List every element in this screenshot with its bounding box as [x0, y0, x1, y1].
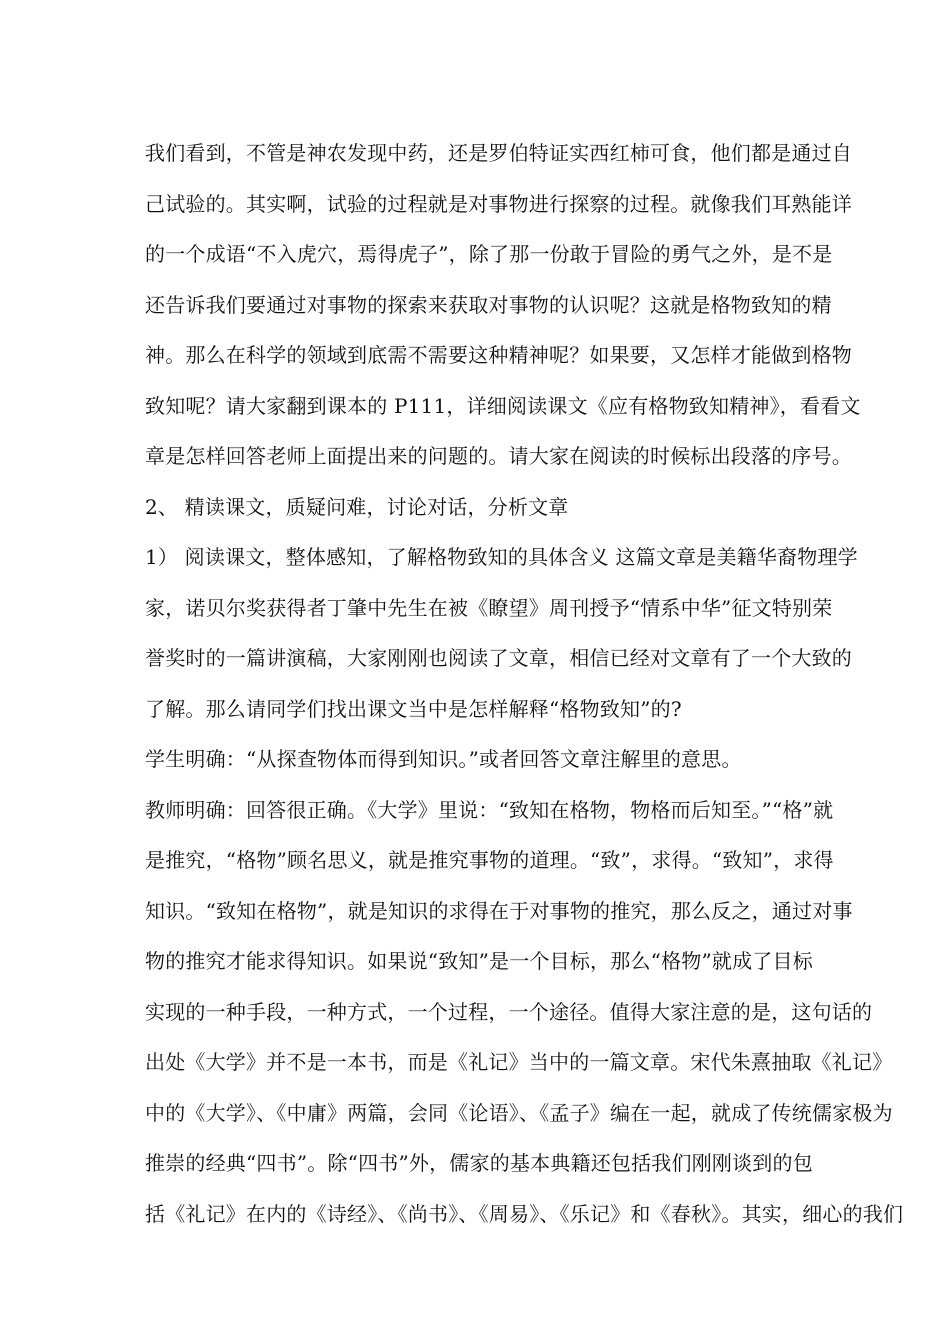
text-line: 家，诺贝尔奖获得者丁肇中先生在被《瞭望》周刊授予“情系中华”征文特别荣: [145, 595, 833, 620]
text-line: 是推究，“格物”顾名思义，就是推究事物的道理。“致”，求得。“致知”，求得: [145, 848, 834, 872]
text-line: 推崇的经典“四书”。除“四书”外，儒家的基本典籍还包括我们刚刚谈到的包: [145, 1151, 813, 1175]
text-line: 还告诉我们要通过对事物的探索来获取对事物的认识呢？这就是格物致知的精: [145, 292, 832, 317]
teacher-explanation-line: 教师明确：回答很正确。《大学》里说：“致知在格物，物格而后知至。”“格”就: [145, 797, 834, 822]
student-answer-line: 学生明确：“从探查物体而得到知识。”或者回答文章注解里的意思。: [145, 747, 742, 771]
text-line: 实现的一种手段，一种方式，一个过程，一个途径。值得大家注意的是，这句话的: [145, 999, 873, 1024]
text-line: 中的《大学》、《中庸》两篇，会同《论语》、《孟子》编在一起，就成了传统儒家极为: [145, 1100, 893, 1125]
text-line: 我们看到，不管是神农发现中药，还是罗伯特证实西红柿可食，他们都是通过自: [145, 141, 852, 165]
text-line: 己试验的。其实啊，试验的过程就是对事物进行探察的过程。就像我们耳熟能详: [145, 191, 852, 216]
text-line: 誉奖时的一篇讲演稿，大家刚刚也阅读了文章，相信已经对文章有了一个大致的: [145, 646, 852, 670]
body-text: [145, 128, 904, 1239]
text-line: 章是怎样回答老师上面提出来的问题的。请大家在阅读的时候标出段落的序号。: [145, 444, 852, 468]
text-line: 出处《大学》并不是一本书，而是《礼记》当中的一篇文章。宋代朱熹抽取《礼记》: [145, 1050, 893, 1074]
section-heading: 2、 精读课文，质疑问难，讨论对话，分析文章: [145, 494, 569, 519]
text-line: 了解。那么请同学们找出课文当中是怎样解释“格物致知”的?: [145, 696, 682, 721]
text-line: 物的推究才能求得知识。如果说“致知”是一个目标，那么“格物”就成了目标: [145, 949, 813, 973]
text-line: 括《礼记》在内的《诗经》、《尚书》、《周易》、《乐记》和《春秋》。其实，细心的我们: [145, 1201, 904, 1226]
text-line: 知识。“致知在格物”，就是知识的求得在于对事物的推究，那么反之，通过对事: [145, 898, 853, 923]
text-line: 的一个成语“不入虎穴，焉得虎子”，除了那一份敢于冒险的勇气之外，是不是: [145, 242, 833, 266]
subsection-line: 1） 阅读课文，整体感知，了解格物致知的具体含义 这篇文章是美籍华裔物理学: [145, 545, 858, 569]
text-line: 致知呢？请大家翻到课本的 P111，详细阅读课文《应有格物致知精神》，看看文: [145, 393, 861, 418]
text-line: 神。那么在科学的领域到底需不需要这种精神呢？如果要，又怎样才能做到格物: [145, 343, 852, 367]
